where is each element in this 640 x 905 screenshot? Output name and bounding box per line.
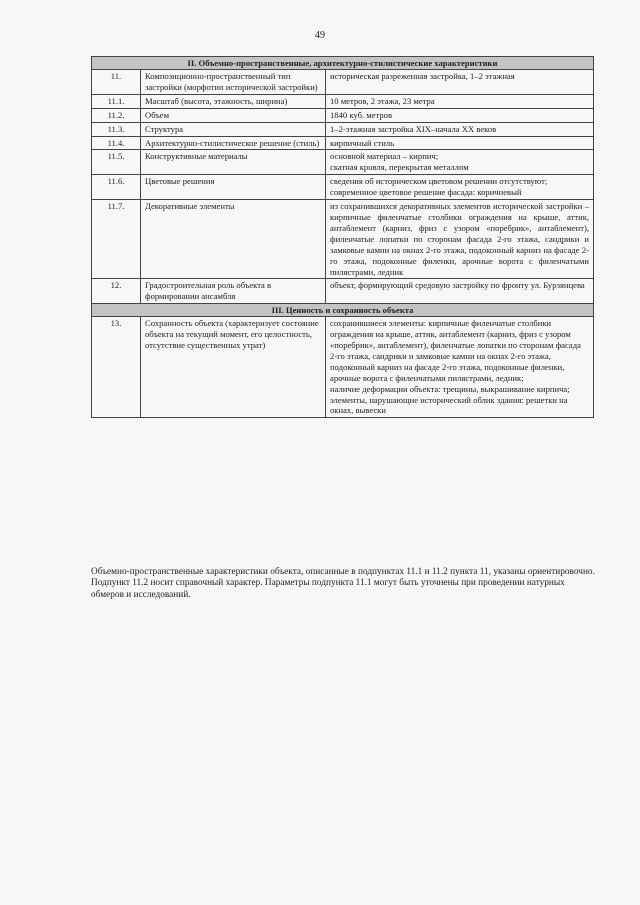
table-row (92, 70, 594, 95)
footnote-paragraph: Объемно-пространственные характеристики объекта, описанные в подпунктах 11.1 и 11.2 пункта 11, указаны ориентировочно. Подпункт 11.2 носит справочный характер. Параметры подпункта 11.1 могут быть уточнены при проведении натурных обмеров и исследований. (91, 567, 595, 600)
row-number: 11. (92, 70, 141, 95)
row-value (326, 136, 594, 150)
row-number: 11.2. (92, 108, 141, 122)
row-value (326, 70, 594, 95)
row-value (326, 122, 594, 136)
row-value (326, 108, 594, 122)
value-line: объект, формирующий средовую застройку по фронту ул. Бурзянцева (330, 280, 585, 291)
row-value (326, 200, 594, 279)
row-number: 11.3. (92, 122, 141, 136)
table-row (92, 279, 594, 304)
table-row (92, 200, 594, 279)
value-line: 1840 куб. метров (330, 109, 393, 120)
row-value (326, 279, 594, 304)
value-line: историческая разреженная застройка, 1–2 этажная (330, 71, 515, 81)
row-number: 13. (92, 317, 141, 418)
value-line: скатная кровля, перекрытая металлом (330, 162, 469, 173)
row-number: 11.7. (92, 200, 141, 279)
row-value (326, 175, 594, 200)
row-label: Конструктивные материалы (141, 150, 326, 175)
value-line: кирпичный стиль (330, 137, 395, 148)
row-value (326, 94, 594, 108)
row-label: Цветовые решения (141, 175, 326, 200)
row-label: Композиционно-пространственный тип застройки (морфотип исторической застройки) (141, 70, 326, 95)
row-label: Градостроительная роль объекта в формировании ансамбля (141, 279, 326, 304)
row-number: 11.5. (92, 150, 141, 175)
row-number: 12. (92, 279, 141, 304)
value-line: сохранившиеся элементы: кирпичные филенчатые столбики ограждения на крыше, аттик, антаблемент (карниз, фриз с узором «поребрик», антаблемент), филенчатые лопатки по сторонам фасада 2-го этажа, сандрики и замковые камни на окнах 2-го этажа, подоконный карниз на фасаде 2-го этажа, подоконные филенки, арочные ворота с филенчатыми пилястрами, ледник; (330, 318, 581, 383)
section-title: III. Ценность и сохранность объекта (92, 304, 594, 317)
row-number: 11.1. (92, 94, 141, 108)
table-row (92, 136, 594, 150)
section-header-row (92, 304, 594, 317)
table-row (92, 175, 594, 200)
row-value (326, 317, 594, 418)
table-row (92, 108, 594, 122)
value-line: основной материал – кирпич; (330, 151, 439, 162)
value-line: наличие деформации объекта: трещины, выкрашивание кирпича; (330, 383, 570, 394)
table-row (92, 317, 594, 418)
page-number: 49 (315, 30, 325, 41)
value-line: элементы, нарушающие исторический облик здания: решетки на окнах, вывески (330, 394, 568, 416)
row-value (326, 150, 594, 175)
table-row (92, 122, 594, 136)
value-line: 10 метров, 2 этажа, 23 метра (330, 95, 435, 106)
characteristics-table (91, 56, 594, 418)
value-line: сведения об историческом цветовом решении отсутствуют; (330, 176, 548, 187)
row-label: Масштаб (высота, этажность, ширина) (141, 94, 326, 108)
row-number: 11.6. (92, 175, 141, 200)
row-number: 11.4. (92, 136, 141, 150)
table-row (92, 150, 594, 175)
row-label: Архитектурно-стилистическое решение (стиль) (141, 136, 326, 150)
value-line: из сохранившихся декоративных элементов исторической застройки – кирпичные филенчатые столбики ограждения на крыше, аттик, антаблемент (карниз, фриз с узором «поребрик», антаблемент), филенчатые лопатки по сторонам фасада 2-го этажа, сандрики и замковые камни на окнах 2-го этажа, подоконный карниз на фасаде 2-го этажа, подоконные филенки, арочные ворота с филенчатыми пилястрами, ледник (330, 201, 590, 277)
table-row (92, 94, 594, 108)
section-title: II. Объемно-пространственные, архитектурно-стилистические характеристики (92, 57, 594, 70)
value-line: 1–2-этажная застройка XIX–начала XX веков (330, 123, 497, 134)
row-label: Структура (141, 122, 326, 136)
value-line: современное цветовое решение фасада: коричневый (330, 187, 522, 198)
row-label: Сохранность объекта (характеризует состояние объекта на текущий момент, его целостность, отсутствие существенных утрат) (141, 317, 326, 418)
row-label: Декоративные элементы (141, 200, 326, 279)
section-header-row (92, 57, 594, 70)
row-label: Объем (141, 108, 326, 122)
